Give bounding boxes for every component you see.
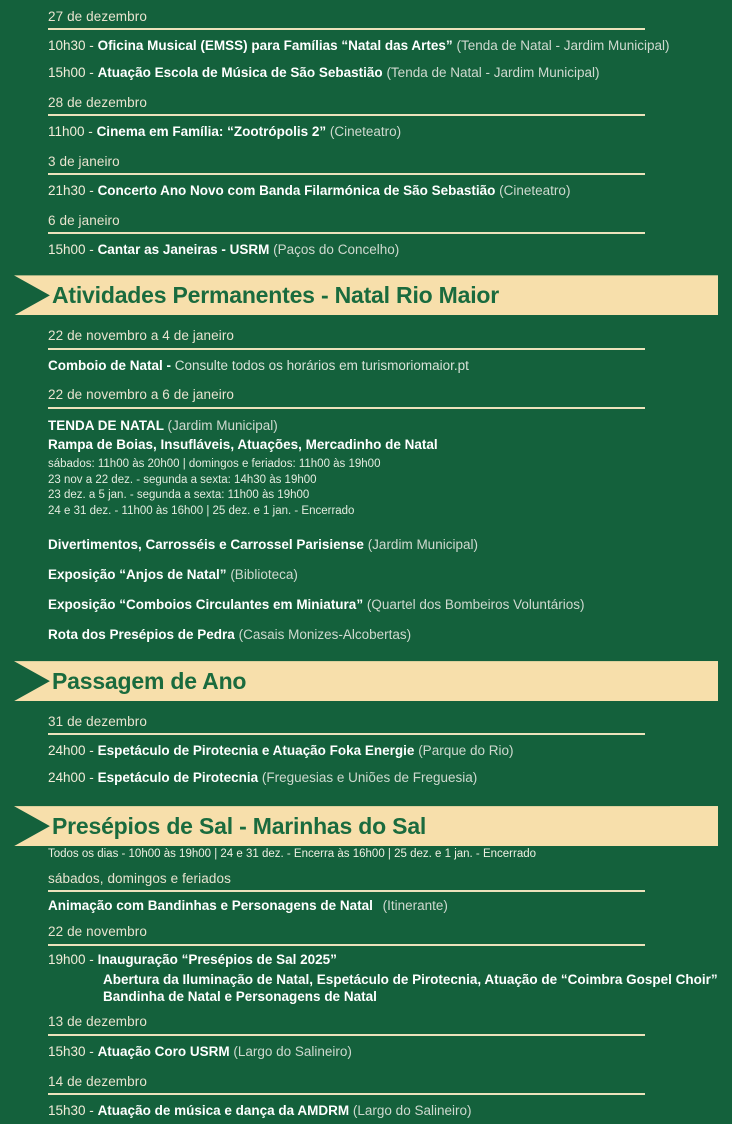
section-passagem-de-ano-body xyxy=(0,705,732,791)
animacao-title: Animação com Bandinhas e Personagens de Natal xyxy=(48,898,373,914)
event-title: Atuação Escola de Música de São Sebastião xyxy=(97,65,383,81)
event-title: Cantar as Janeiras - USRM xyxy=(97,242,270,258)
event-place: (Largo do Salineiro) xyxy=(233,1043,352,1059)
date-heading: 22 de novembro a 6 de janeiro xyxy=(48,387,235,403)
event-time: 10h30 - xyxy=(48,38,94,54)
event-time: 15h30 - xyxy=(48,1102,94,1118)
tenda-title: TENDA DE NATAL xyxy=(48,417,164,433)
event-row xyxy=(48,118,712,145)
event-place: (Parque do Rio) xyxy=(418,743,514,759)
date-heading: 6 de janeiro xyxy=(48,213,120,229)
section-banner-passagem-de-ano xyxy=(0,661,732,701)
date-heading: 14 de dezembro xyxy=(48,1073,147,1089)
permanent-item xyxy=(48,524,712,554)
inauguracao-detail-line: Bandinha de Natal e Personagens de Natal xyxy=(103,989,377,1005)
event-place: (Cineteatro) xyxy=(499,183,571,199)
event-title: Inauguração “Presépios de Sal 2025” xyxy=(97,951,337,967)
date-heading: sábados, domingos e feriados xyxy=(48,871,231,887)
divider xyxy=(48,114,645,116)
event-row xyxy=(48,59,712,86)
event-place: (Tenda de Natal - Jardim Municipal) xyxy=(456,38,670,54)
permanent-item xyxy=(48,614,712,644)
section-banner-presepios-de-sal xyxy=(0,806,732,846)
date-heading: 3 de janeiro xyxy=(48,154,120,170)
event-time: 15h00 - xyxy=(48,242,94,258)
event-row-comboio xyxy=(48,352,712,379)
item-title: Divertimentos, Carrosséis e Carrossel Parisiense xyxy=(48,537,364,553)
event-title: Espetáculo de Pirotecnia e Atuação Foka Energie xyxy=(97,743,415,759)
event-description: Consulte todos os horários em turismoriomaior.pt xyxy=(174,357,469,373)
event-title: Comboio de Natal - xyxy=(48,357,172,373)
tenda-hours-line: sábados: 11h00 às 20h00 | domingos e feriados: 11h00 às 19h00 xyxy=(48,457,381,470)
event-place: (Freguesias e Uniões de Freguesia) xyxy=(261,770,478,786)
event-title: Atuação de música e dança da AMDRM xyxy=(97,1102,350,1118)
event-row xyxy=(48,737,712,764)
top-schedule xyxy=(0,0,732,263)
inauguracao-detail-line: Abertura da Iluminação de Natal, Espetáculo de Pirotecnia, Atuação de “Coimbra Gospel Choir” xyxy=(103,972,718,988)
event-time: 24h00 - xyxy=(48,743,94,759)
presepios-schedule-note: Todos os dias - 10h00 às 19h00 | 24 e 31 dez. - Encerra às 16h00 | 25 dez. e 1 jan. - Encerrado xyxy=(48,848,537,861)
event-time: 21h30 - xyxy=(48,183,94,199)
animacao-row xyxy=(48,894,712,915)
tenda-de-natal-heading xyxy=(48,411,712,435)
date-heading: 28 de dezembro xyxy=(48,95,147,111)
event-place: (Cineteatro) xyxy=(329,124,402,140)
section-banner-atividades-permanentes xyxy=(0,275,732,315)
item-title: Rota dos Presépios de Pedra xyxy=(48,627,235,643)
divider xyxy=(48,1034,645,1036)
event-time: 24h00 - xyxy=(48,770,94,786)
item-place: (Casais Monizes-Alcobertas) xyxy=(238,627,412,643)
item-place: (Jardim Municipal) xyxy=(367,537,478,553)
date-heading: 31 de dezembro xyxy=(48,714,147,730)
date-heading: 27 de dezembro xyxy=(48,9,147,24)
item-title: Exposição “Comboios Circulantes em Miniatura” xyxy=(48,597,364,613)
event-place: (Largo do Salineiro) xyxy=(352,1102,472,1118)
event-row xyxy=(48,236,712,263)
permanent-item xyxy=(48,584,712,614)
divider xyxy=(48,733,645,735)
item-title: Exposição “Anjos de Natal” xyxy=(48,567,227,583)
tenda-hours-line: 23 dez. a 5 jan. - segunda a sexta: 11h00 às 19h00 xyxy=(48,489,310,502)
tenda-activities: Rampa de Boias, Insufláveis, Atuações, Mercadinho de Natal xyxy=(48,436,438,452)
tenda-hours-line: 23 nov a 22 dez. - segunda a sexta: 14h30 às 19h00 xyxy=(48,473,317,486)
item-place: (Biblioteca) xyxy=(230,567,298,583)
event-row xyxy=(48,764,712,791)
date-heading: 22 de novembro xyxy=(48,924,147,940)
permanent-item xyxy=(48,554,712,584)
event-title: Espetáculo de Pirotecnia xyxy=(97,770,259,786)
divider xyxy=(48,232,645,234)
divider xyxy=(48,28,645,30)
event-row xyxy=(48,1097,712,1124)
animacao-place: (Itinerante) xyxy=(382,898,448,914)
divider xyxy=(48,1093,645,1095)
divider xyxy=(48,944,645,946)
tenda-hours-line: 24 e 31 dez. - 11h00 às 16h00 | 25 dez. e 1 jan. - Encerrado xyxy=(48,505,355,518)
date-heading: 13 de dezembro xyxy=(48,1014,147,1030)
section-title: Presépios de Sal - Marinhas do Sal xyxy=(52,812,427,839)
event-row xyxy=(48,32,712,59)
event-row xyxy=(48,1038,712,1065)
item-place: (Quartel dos Bombeiros Voluntários) xyxy=(366,597,585,613)
section-atividades-permanentes-body xyxy=(0,319,732,644)
event-row-inauguracao xyxy=(48,948,712,972)
tenda-place: (Jardim Municipal) xyxy=(167,417,278,433)
event-row xyxy=(48,177,712,204)
section-title: Atividades Permanentes - Natal Rio Maior xyxy=(52,281,500,308)
event-time: 15h30 - xyxy=(48,1043,94,1059)
section-presepios-de-sal-body xyxy=(0,847,732,1124)
event-title: Concerto Ano Novo com Banda Filarmónica de São Sebastião xyxy=(97,183,496,199)
divider xyxy=(48,348,645,350)
divider xyxy=(48,890,645,892)
date-heading: 22 de novembro a 4 de janeiro xyxy=(48,328,235,344)
event-place: (Paços do Concelho) xyxy=(273,242,400,258)
event-title: Cinema em Família: “Zootrópolis 2” xyxy=(96,124,327,140)
tenda-hours-list xyxy=(48,454,712,524)
divider xyxy=(48,173,645,175)
event-title: Atuação Coro USRM xyxy=(97,1043,230,1059)
event-title: Oficina Musical (EMSS) para Famílias “Natal das Artes” xyxy=(97,38,453,54)
event-place: (Tenda de Natal - Jardim Municipal) xyxy=(386,65,600,81)
event-time: 11h00 - xyxy=(48,124,93,140)
event-time: 19h00 - xyxy=(48,951,94,967)
event-time: 15h00 - xyxy=(48,65,94,81)
divider xyxy=(48,407,645,409)
section-title: Passagem de Ano xyxy=(52,667,247,694)
